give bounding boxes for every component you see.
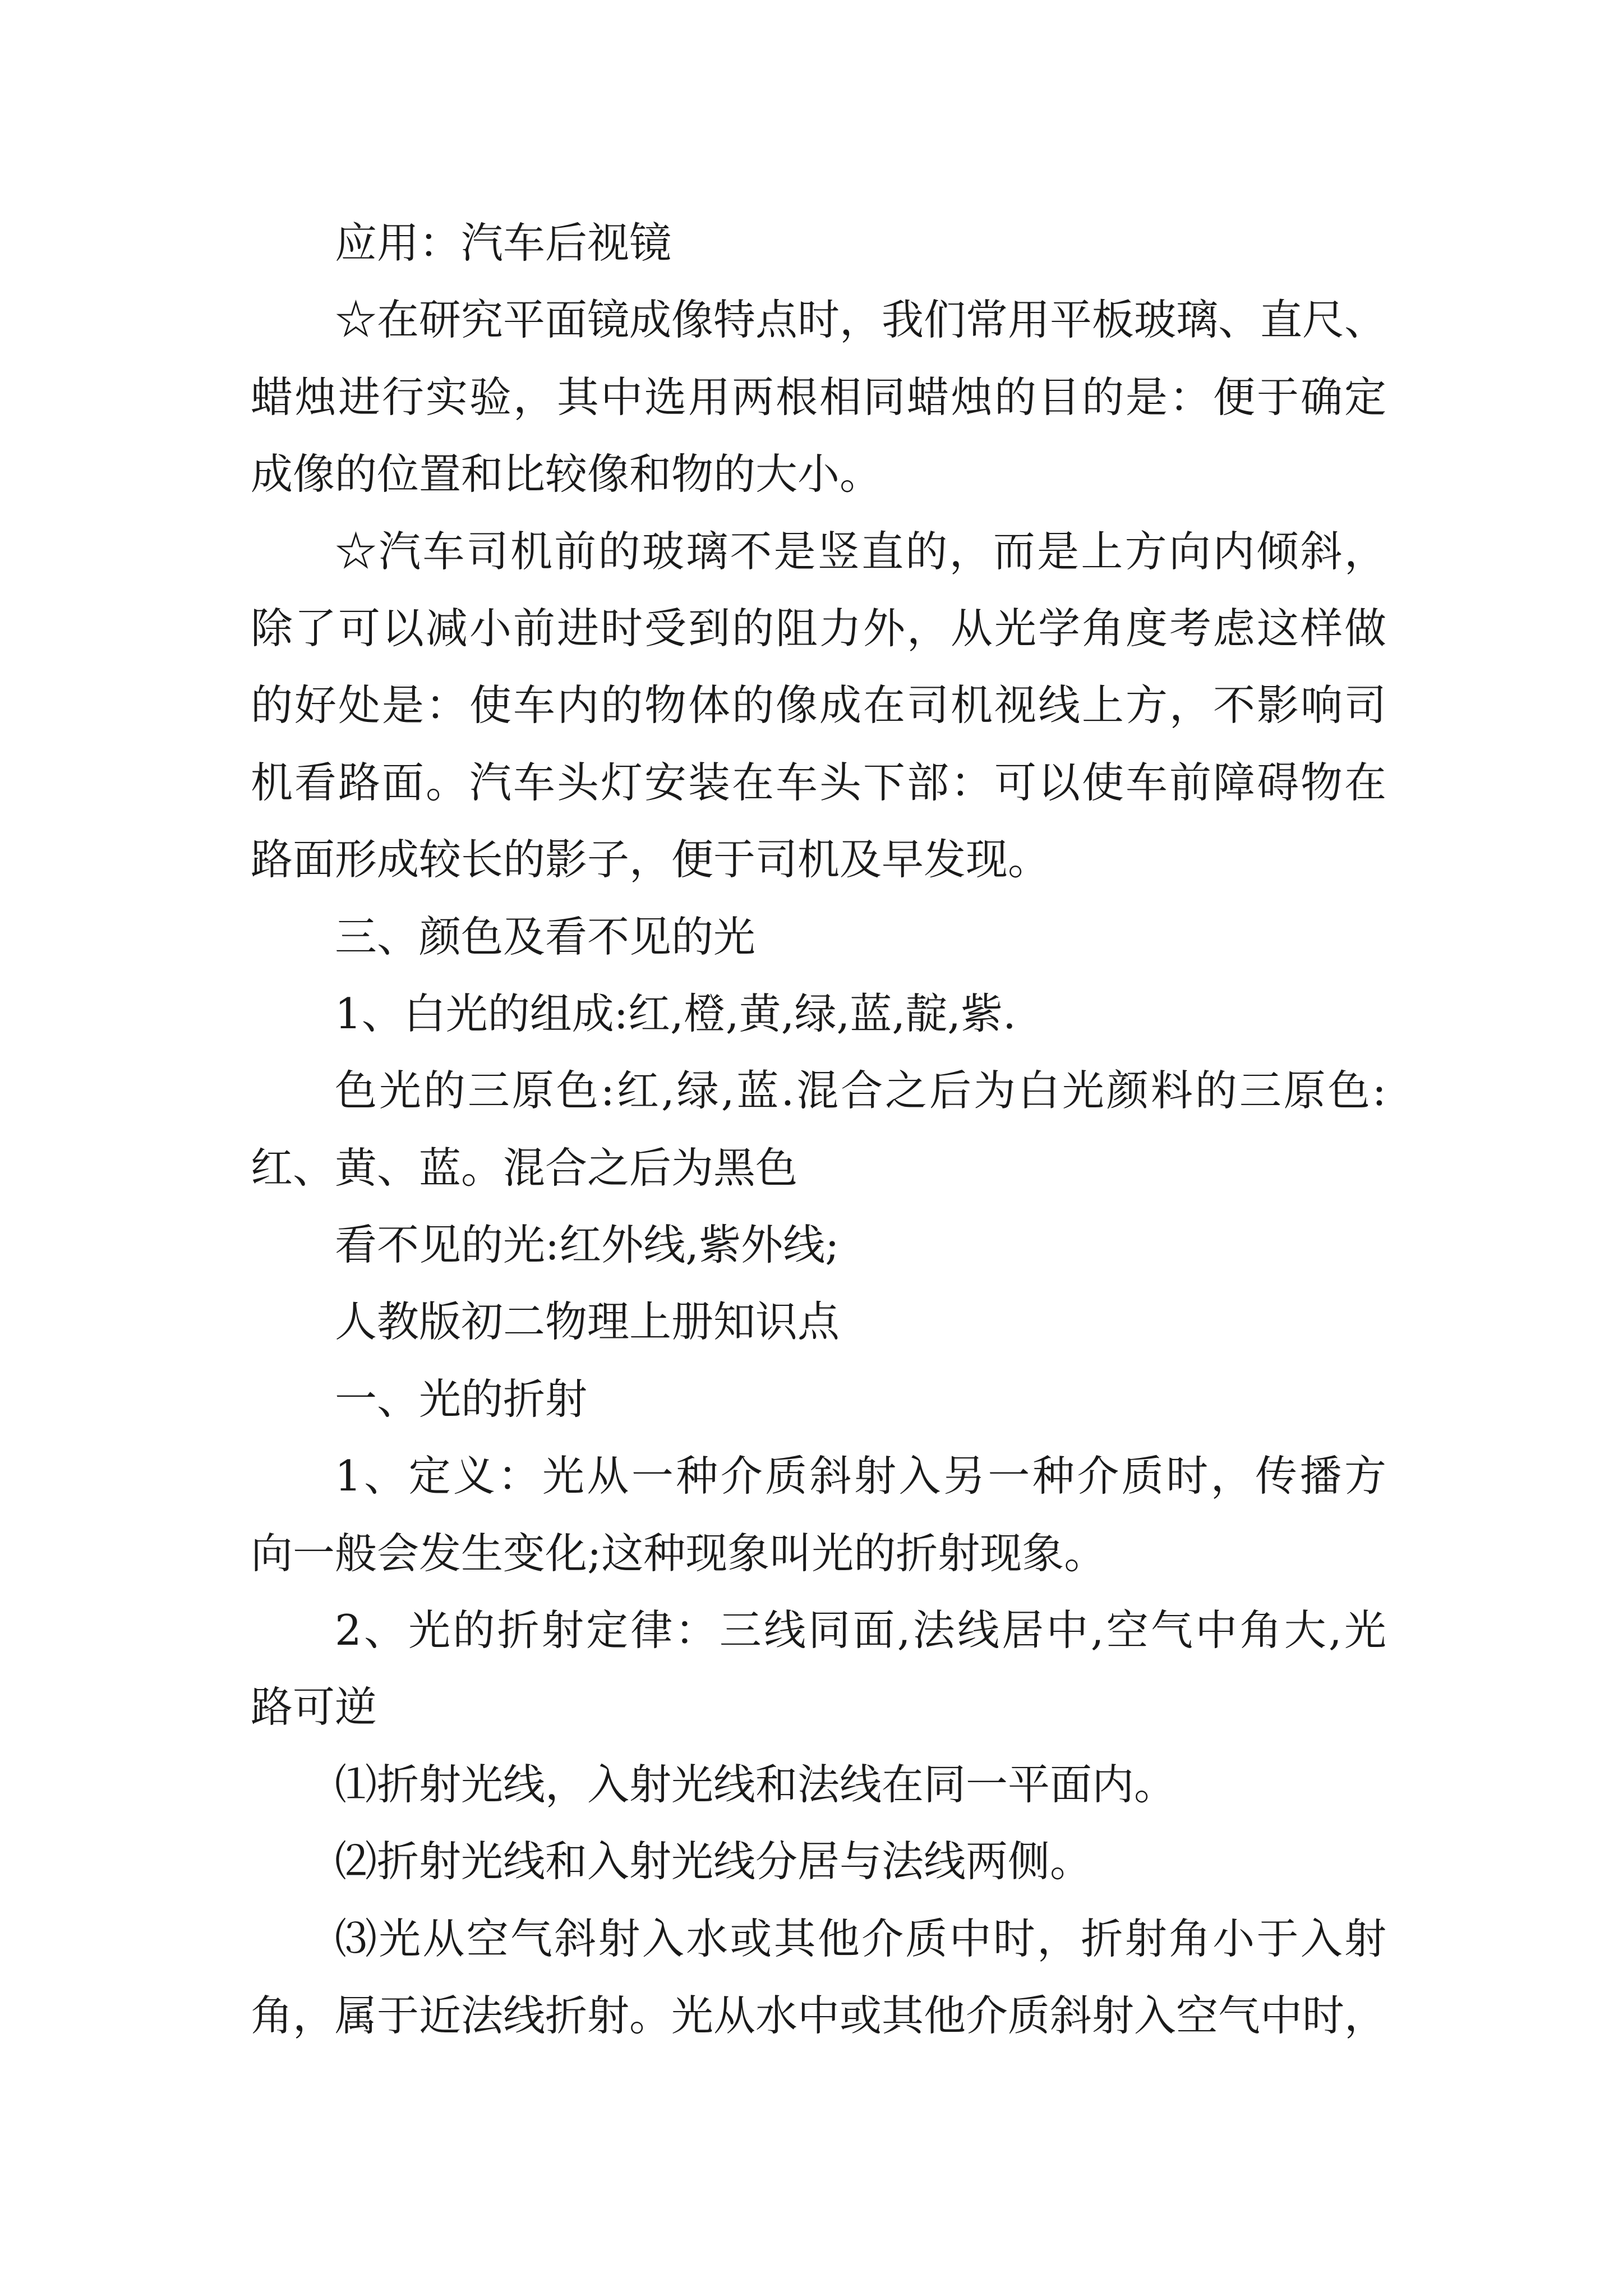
- section-heading-refraction: [251, 1361, 1386, 1438]
- paragraph-plane-mirror-experiment: [251, 282, 1386, 513]
- list-item-3: [251, 1901, 1386, 2055]
- paragraph-windshield: [251, 513, 1386, 899]
- list-item-1: [251, 1746, 1386, 1823]
- text-line: 蜡烛进行实验，其中选用两根相同蜡烛的目的是：便于确定: [251, 372, 1386, 422]
- paragraph-invisible-light: [251, 1207, 1386, 1283]
- subtitle-text: 人教版初二物理上册知识点: [335, 1297, 840, 1347]
- text-line: 除了可以减小前进时受到的阻力外，从光学角度考虑这样做: [251, 603, 1386, 653]
- text-line: ⑵折射光线和入射光线分居与法线两侧。: [335, 1837, 1092, 1887]
- paragraph-refraction-law: [251, 1592, 1386, 1746]
- paragraph-refraction-definition: [251, 1438, 1386, 1592]
- text-line: 路面形成较长的影子，便于司机及早发现。: [251, 835, 1050, 885]
- text-line: 成像的位置和比较像和物的大小。: [251, 449, 882, 499]
- text-line: 1、定义：光从一种介质斜射入另一种介质时，传播方: [335, 1451, 1386, 1501]
- text-line: 角，属于近法线折射。光从水中或其他介质斜射入空气中时，: [251, 1990, 1387, 2040]
- text-line: 应用：汽车后视镜: [335, 218, 672, 268]
- document-subtitle: [251, 1283, 1386, 1360]
- text-line: 色光的三原色:红,绿,蓝.混合之后为白光颜料的三原色:: [335, 1066, 1386, 1116]
- text-line: 2、光的折射定律：三线同面,法线居中,空气中角大,光: [335, 1605, 1386, 1655]
- paragraph-white-light: [251, 976, 1386, 1052]
- paragraph-application: [251, 205, 1386, 282]
- text-line: 机看路面。汽车头灯安装在车头下部：可以使车前障碍物在: [251, 757, 1386, 807]
- text-line: 路可逆: [251, 1682, 377, 1732]
- text-line: ⑶光从空气斜射入水或其他介质中时，折射角小于入射: [335, 1913, 1386, 1963]
- text-line: ⑴折射光线，入射光线和法线在同一平面内。: [335, 1759, 1177, 1809]
- text-line: ☆汽车司机前的玻璃不是竖直的，而是上方向内倾斜，: [335, 526, 1386, 576]
- text-line: 向一般会发生变化;这种现象叫光的折射现象。: [251, 1528, 1106, 1578]
- paragraph-primary-colors: [251, 1052, 1386, 1207]
- section-heading-text: 一、光的折射: [335, 1374, 588, 1424]
- section-heading-text: 三、颜色及看不见的光: [335, 912, 756, 961]
- section-heading-color: [251, 899, 1386, 976]
- text-line: 1、白光的组成:红,橙,黄,绿,蓝,靛,紫.: [335, 988, 1016, 1038]
- text-line: 红、黄、蓝。混合之后为黑色: [251, 1143, 798, 1193]
- text-line: 的好处是：使车内的物体的像成在司机视线上方，不影响司: [251, 680, 1386, 730]
- text-line: ☆在研究平面镜成像特点时，我们常用平板玻璃、直尺、: [335, 295, 1387, 345]
- list-item-2: [251, 1823, 1386, 1900]
- text-line: 看不见的光:红外线,紫外线;: [335, 1220, 840, 1270]
- document-body: [251, 205, 1386, 2054]
